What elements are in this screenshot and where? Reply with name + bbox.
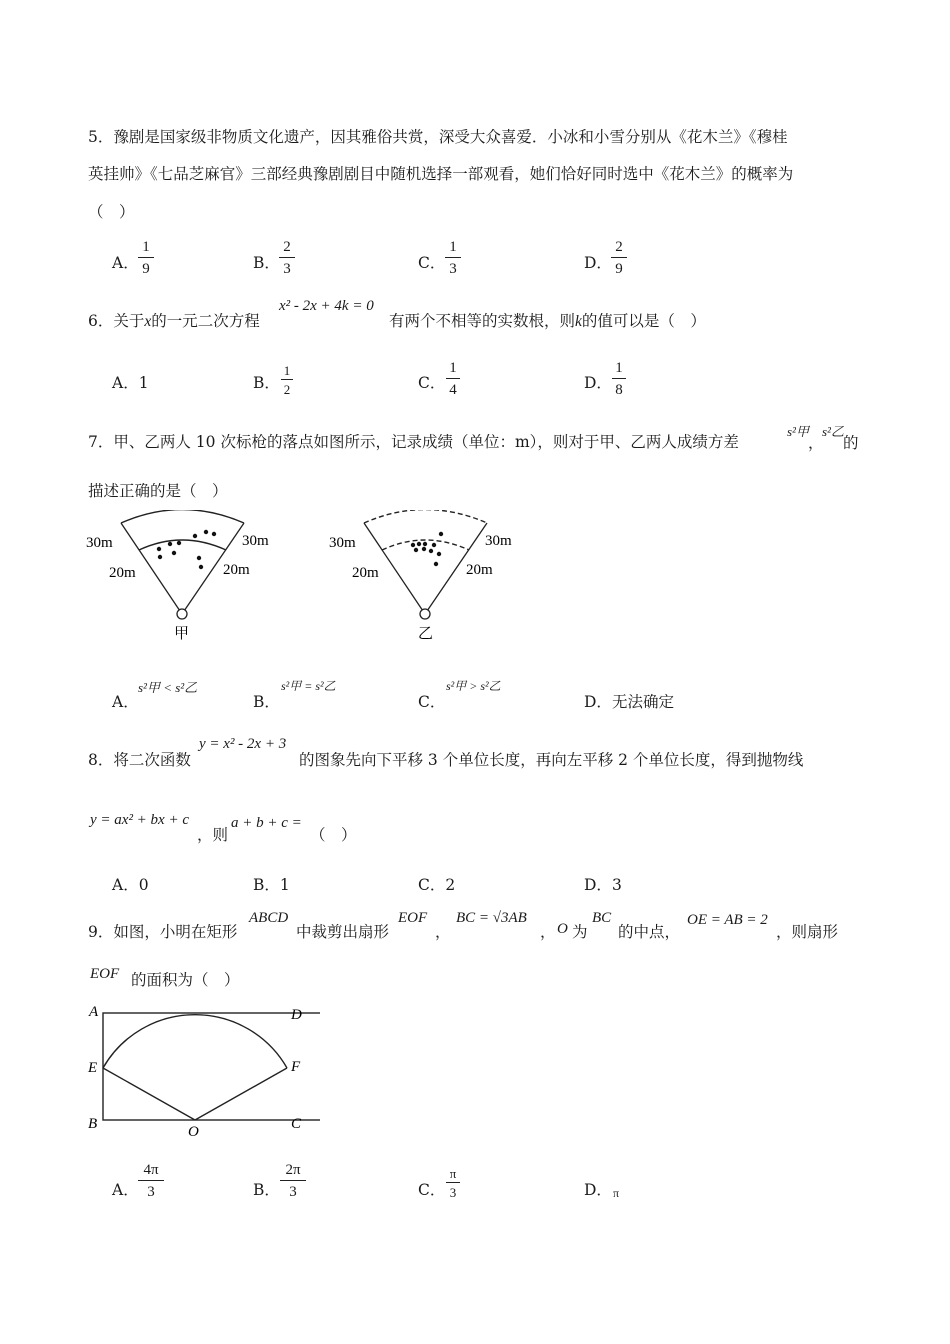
jia-arc-30m [121, 510, 244, 523]
yi-label-20m-right: 20m [466, 562, 493, 578]
q8-option-a: A．0 [112, 876, 149, 894]
q6-option-b-fraction: 1 2 [281, 364, 293, 396]
q9-line-2-var: EOF [90, 966, 120, 982]
jia-point [177, 541, 181, 545]
q5-option-b-label: B． [253, 254, 280, 272]
q6-option-d-fraction: 1 8 [612, 360, 626, 398]
label-f: F [291, 1059, 301, 1075]
q7-option-c-text: s²甲 > s²乙 [446, 679, 501, 693]
q5-option-c-label: C． [418, 254, 446, 272]
q9-option-a-label: A． [112, 1181, 139, 1199]
yi-point [437, 552, 441, 556]
q6-option-c-fraction: 1 4 [446, 360, 460, 398]
q9-option-b-fraction: 2π 3 [280, 1162, 306, 1200]
yi-point [417, 542, 421, 546]
yi-diagram [329, 510, 512, 642]
q6-option-a: A．1 [112, 374, 149, 392]
yi-point [434, 562, 438, 566]
q7-variance-jia: s²甲 [787, 424, 809, 439]
label-e: E [88, 1060, 98, 1076]
q7-line-2: 描述正确的是（ ） [88, 482, 228, 500]
yi-point [414, 548, 418, 552]
yi-points [411, 532, 443, 566]
q6-stem-tail: 有两个不相等的实数根，则k的值可以是（ ） [389, 312, 706, 330]
q7-option-a-text: s²甲 < s²乙 [138, 680, 198, 695]
jia-name: 甲 [174, 626, 190, 642]
q7-line-1-tail: 的 [843, 434, 859, 452]
q9-option-c-label: C． [418, 1181, 446, 1199]
yi-point [411, 543, 415, 547]
jia-point [193, 534, 197, 538]
label-a: A [89, 1004, 99, 1020]
yi-label-30m-left: 30m [329, 535, 356, 551]
jia-point [204, 530, 208, 534]
yi-label-30m-right: 30m [485, 533, 512, 549]
q9-oe-equation: OE = AB = 2 [687, 912, 768, 928]
q8-prefix: 8．将二次函数 [88, 751, 191, 769]
yi-point [422, 547, 426, 551]
yi-origin [420, 609, 430, 619]
label-c: C [291, 1116, 302, 1132]
jia-point [157, 547, 161, 551]
q9-comma-2: ， [540, 923, 556, 941]
jia-arc-20m [139, 540, 226, 550]
yi-point [429, 549, 433, 553]
jia-label-30m-right: 30m [242, 533, 269, 549]
jia-point [168, 542, 172, 546]
q5-option-a-label: A． [112, 254, 139, 272]
q9-option-d-text: π [613, 1186, 620, 1200]
q9-mid1: 中裁剪出扇形 [296, 923, 390, 941]
q5-line-2: 英挂帅》《七品芝麻官》三部经典豫剧剧目中随机选择一部观看，她们恰好同时选中《花木兰》的概率为 [88, 165, 794, 183]
q9-wei: 为 [572, 923, 588, 941]
jia-point [199, 565, 203, 569]
q6-equation: x² - 2x + 4k = 0 [279, 298, 374, 314]
yi-point [423, 542, 427, 546]
jia-points [157, 530, 216, 569]
q5-option-c-fraction: 1 3 [445, 239, 461, 277]
q7-option-c-label: C． [418, 693, 446, 711]
q6-option-b-label: B． [253, 374, 280, 392]
q8-option-c: C．2 [418, 876, 456, 894]
q7-option-b-label: B． [253, 693, 280, 711]
label-b: B [88, 1116, 98, 1132]
q6-stem: 6．关于x的一元二次方程 [88, 312, 260, 330]
q9-option-a-fraction: 4π 3 [138, 1162, 164, 1200]
q8-option-b: B．1 [253, 876, 290, 894]
jia-origin [177, 609, 187, 619]
q9-sector: EOF [398, 910, 428, 926]
q9-line-2-text: 的面积为（ ） [131, 971, 240, 989]
q6-option-d-label: D． [584, 374, 612, 392]
q9-rectangle-figure [80, 1000, 320, 1145]
q8-parabola: y = ax² + bx + c [90, 812, 189, 828]
jia-point [212, 532, 216, 536]
q9-option-d-label: D． [584, 1181, 612, 1199]
q8-suffix: 的图象先向下平移 3 个单位长度，再向左平移 2 个单位长度，得到抛物线 [299, 751, 804, 769]
q8-option-d: D．3 [584, 876, 622, 894]
q7-option-a-label: A． [112, 693, 139, 711]
q7-comma: ， [808, 434, 824, 452]
q8-then: ，则 [197, 826, 229, 844]
label-o: O [188, 1124, 199, 1140]
jia-label-20m-left: 20m [109, 565, 136, 581]
q7-line-1: 7．甲、乙两人 10 次标枪的落点如图所示，记录成绩（单位：m），则对于甲、乙两人成绩方差 [88, 433, 739, 451]
q7-variance-yi: s²乙 [822, 424, 844, 439]
q5-line-1: 5．豫剧是国家级非物质文化遗产，因其雅俗共赏，深受大众喜爱．小冰和小雪分别从《花木兰》《穆桂 [88, 128, 788, 146]
q7-option-b-text: s²甲 = s²乙 [281, 679, 336, 693]
q8-function: y = x² - 2x + 3 [199, 736, 287, 752]
q5-option-b-fraction: 2 3 [279, 239, 295, 277]
q5-option-d-fraction: 2 9 [611, 239, 627, 277]
segment-of [195, 1068, 287, 1120]
arc-ef [103, 1015, 287, 1068]
q7-javelin-figure [80, 510, 520, 650]
jia-label-30m-left: 30m [86, 535, 113, 551]
q9-tail: ，则扇形 [776, 923, 839, 941]
yi-label-20m-left: 20m [352, 565, 379, 581]
q9-point-o: O [557, 921, 568, 937]
q9-bc: BC [592, 910, 612, 926]
yi-point [432, 543, 436, 547]
yi-point [439, 532, 443, 536]
q6-option-c-label: C． [418, 374, 446, 392]
jia-point [197, 556, 201, 560]
jia-point [172, 551, 176, 555]
q8-expression: a + b + c = [231, 815, 302, 831]
label-d: D [291, 1007, 302, 1023]
q9-comma-1: ， [435, 923, 451, 941]
q5-line-3: （ ） [88, 203, 135, 221]
q9-option-b-label: B． [253, 1181, 280, 1199]
segment-oe [103, 1068, 195, 1120]
q7-option-d: D．无法确定 [584, 693, 674, 711]
jia-diagram [86, 510, 269, 642]
q5-option-d-label: D． [584, 254, 612, 272]
q9-option-c-fraction: π 3 [446, 1167, 460, 1199]
q9-mid2: 的中点， [618, 923, 681, 941]
q9-bc-equation: BC = √3AB [456, 910, 527, 926]
rectangle-abcd [103, 1013, 320, 1120]
q5-option-a-fraction: 1 9 [138, 239, 154, 277]
yi-arc-30m [364, 510, 487, 523]
q9-rect: ABCD [249, 910, 289, 926]
q9-prefix: 9．如图，小明在矩形 [88, 923, 238, 941]
q8-blank: （ ） [310, 826, 357, 844]
yi-name: 乙 [418, 626, 434, 642]
jia-point [158, 555, 162, 559]
jia-label-20m-right: 20m [223, 562, 250, 578]
